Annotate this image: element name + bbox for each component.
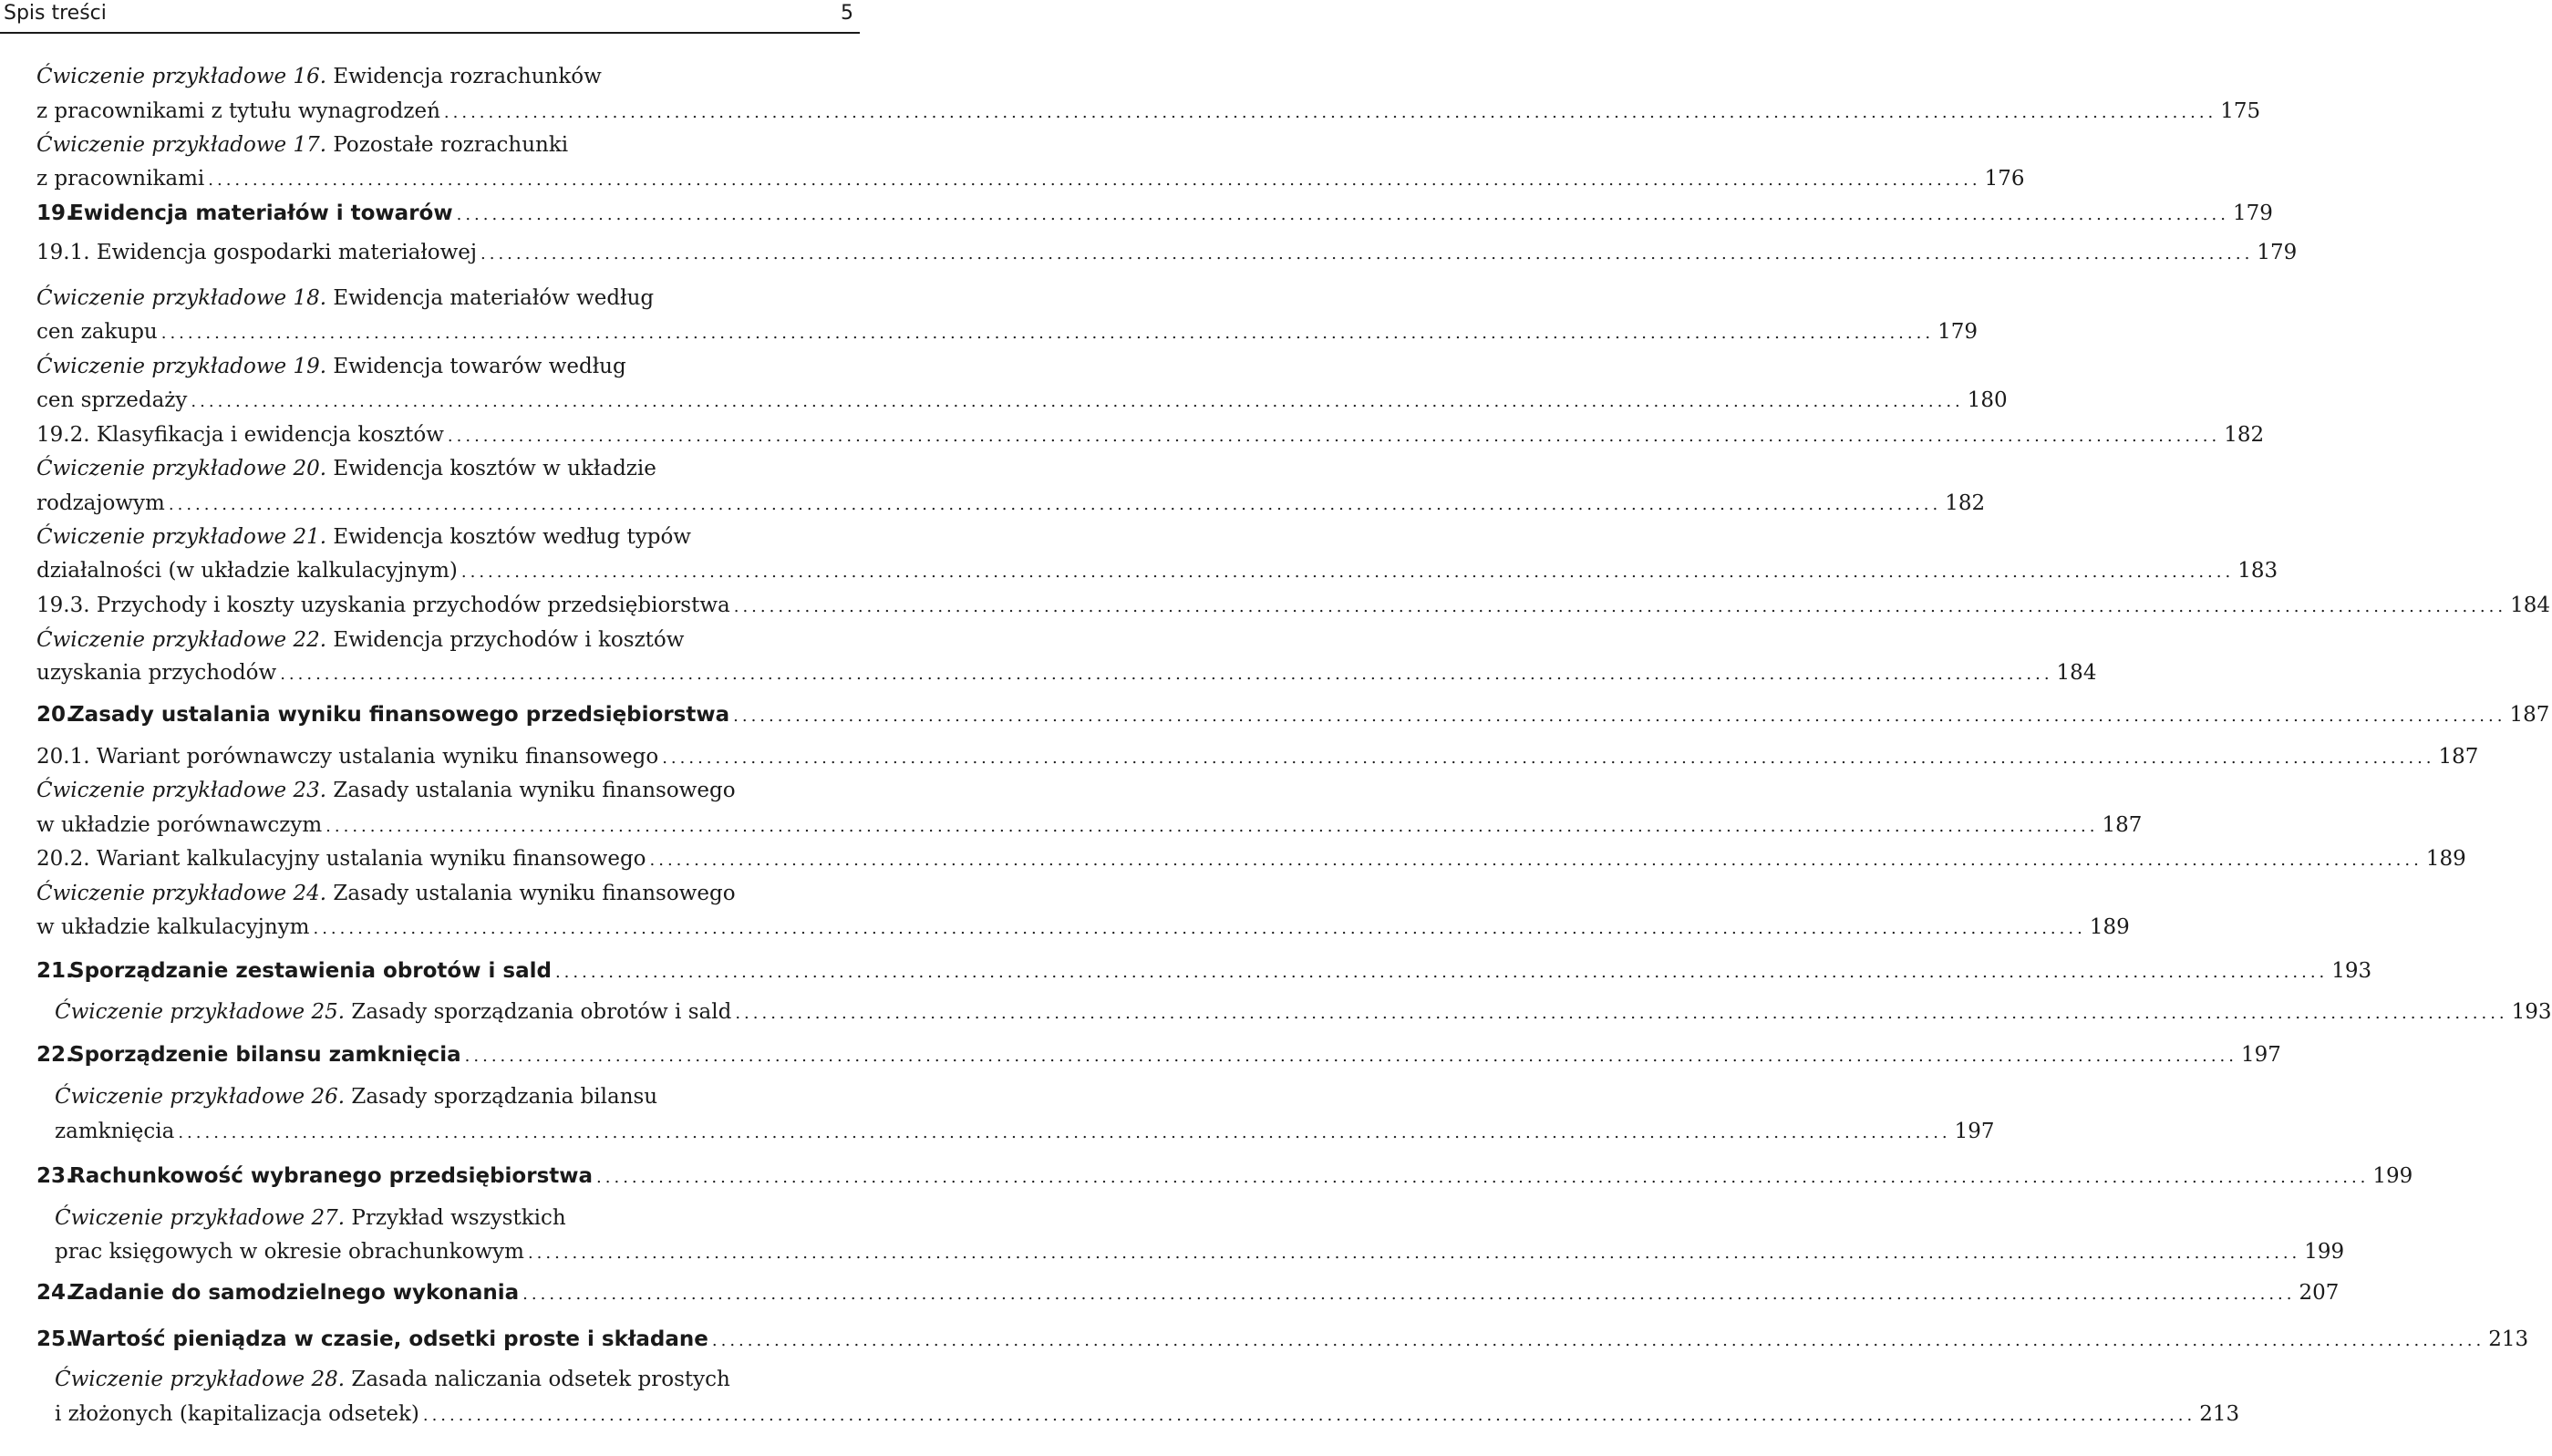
leader-dots: ........................................................................................................................................................................................................ [735,1004,2508,1023]
toc-exercise-continuation[interactable] [36,384,2008,417]
toc-page-number: 183 [2237,559,2278,583]
leader-dots: ........................................................................................................................................................................................................ [178,1123,1951,1142]
leader-dots: ........................................................................................................................................................................................................ [480,244,2254,263]
running-head-title: Spis treści [4,2,107,25]
leader-dots: ........................................................................................................................................................................................................ [325,817,2099,836]
toc-page-number: 187 [2102,813,2143,837]
exercise-continuation: w układzie kalkulacyjnym [36,915,310,939]
chapter-title: Ewidencja materiałów i towarów [69,201,453,225]
exercise-continuation: rodzajowym [36,491,165,515]
toc-exercise[interactable] [36,350,841,383]
leader-dots: ........................................................................................................................................................................................................ [191,392,1964,411]
leader-dots: ........................................................................................................................................................................................................ [168,495,1942,514]
toc-exercise-continuation[interactable] [55,1235,2345,1268]
toc-page-number: 207 [2299,1281,2340,1305]
toc-page-number: 179 [2232,201,2273,225]
section-number: 19.3. [36,594,90,617]
chapter-title: Rachunkowość wybranego przedsiębiorstwa [69,1164,594,1188]
leader-dots: ........................................................................................................................................................................................................ [460,563,2235,582]
section-number: 19.1. [36,241,90,264]
toc-page-number: 180 [1967,388,2008,412]
toc-page-number: 182 [2224,423,2265,447]
toc-section[interactable] [36,418,2265,451]
section-number: 19.2. [36,423,90,447]
leader-dots: ........................................................................................................................................................................................................ [554,963,2329,982]
section-text: Wariant kalkulacyjny ustalania wyniku finansowego [96,847,646,871]
toc-chapter[interactable] [36,197,2273,230]
toc-exercise-continuation[interactable] [55,1398,2240,1430]
leader-dots: ........................................................................................................................................................................................................ [733,707,2506,726]
exercise-title [55,1363,730,1396]
toc-exercise-continuation[interactable] [36,656,2097,689]
toc-page-number: 184 [2510,594,2550,617]
toc-exercise[interactable] [55,996,2552,1028]
exercise-label: Ćwiczenie przykładowe 24. [36,882,327,905]
exercise-continuation: uzyskania przychodów [36,661,277,685]
exercise-title [36,60,602,93]
toc-page-number: 179 [2257,241,2298,264]
toc-chapter[interactable] [36,698,2550,731]
toc-exercise[interactable] [36,521,841,553]
exercise-label: Ćwiczenie przykładowe 16. [36,65,327,88]
section-number: 20.1. [36,745,90,769]
chapter-number: 19. [36,201,74,225]
toc-exercise-continuation[interactable] [36,95,2261,128]
toc-exercise[interactable] [36,774,841,807]
exercise-continuation: z pracownikami [36,167,205,191]
toc-exercise-continuation[interactable] [36,315,1978,348]
exercise-title [36,624,684,656]
exercise-label: Ćwiczenie przykładowe 21. [36,525,327,549]
leader-dots: ........................................................................................................................................................................................................ [443,103,2217,122]
exercise-label: Ćwiczenie przykładowe 23. [36,779,327,802]
exercise-continuation: cen sprzedaży [36,388,188,412]
toc-exercise[interactable] [36,60,841,93]
section-text: Przychody i koszty uzyskania przychodów przedsiębiorstwa [96,594,730,617]
leader-dots: ........................................................................................................................................................................................................ [464,1047,2237,1066]
exercise-title [55,1080,657,1113]
exercise-text: Przykład wszystkich [351,1206,566,1230]
section-title [36,418,444,451]
exercise-label: Ćwiczenie przykładowe 18. [36,286,327,310]
exercise-continuation: cen zakupu [36,320,158,344]
toc-page-number: 193 [2331,959,2372,983]
section-title [36,589,730,622]
exercise-text: Ewidencja kosztów w układzie [333,457,656,480]
toc-chapter[interactable] [36,1323,2529,1356]
chapter-number: 22. [36,1043,74,1067]
toc-page-number: 193 [2511,1000,2552,1024]
exercise-label: Ćwiczenie przykładowe 26. [55,1085,346,1109]
toc-exercise[interactable] [36,282,841,315]
toc-exercise[interactable] [55,1363,841,1396]
chapter-title: Sporządzenie bilansu zamknięcia [69,1043,461,1067]
exercise-text: Pozostałe rozrachunki [333,133,569,157]
toc-section[interactable] [36,236,2298,269]
toc-exercise[interactable] [36,877,841,910]
leader-dots: ........................................................................................................................................................................................................ [733,597,2507,616]
exercise-continuation: i złożonych (kapitalizacja odsetek) [55,1402,419,1426]
exercise-text: Ewidencja towarów według [333,355,626,378]
leader-dots: ........................................................................................................................................................................................................ [527,1244,2301,1263]
exercise-title [36,452,656,485]
toc-page-number: 189 [2089,915,2130,939]
exercise-label: Ćwiczenie przykładowe 25. [55,1000,346,1024]
exercise-continuation: działalności (w układzie kalkulacyjnym) [36,559,458,583]
exercise-text: Zasady sporządzania obrotów i sald [351,1000,732,1024]
chapter-title: Sporządzanie zestawienia obrotów i sald [69,959,552,983]
exercise-title [36,877,736,910]
leader-dots: ........................................................................................................................................................................................................ [662,749,2435,768]
section-text: Ewidencja gospodarki materiałowej [96,241,478,264]
page-number: 5 [841,2,853,25]
leader-dots: ........................................................................................................................................................................................................ [208,170,1981,190]
chapter-number: 25. [36,1327,74,1351]
toc-exercise[interactable] [36,452,841,485]
exercise-text: Ewidencja rozrachunków [333,65,602,88]
toc-page-number: 182 [1945,491,1986,515]
toc-page-number: 197 [1954,1120,1995,1143]
toc-exercise[interactable] [55,1202,841,1234]
toc-page-number: 199 [2372,1164,2413,1188]
section-title [36,740,658,773]
toc-section[interactable] [36,842,2466,875]
leader-dots: ........................................................................................................................................................................................................ [596,1168,2370,1187]
exercise-continuation: w układzie porównawczym [36,813,323,837]
exercise-text: Ewidencja kosztów według typów [333,525,691,549]
exercise-title [36,521,691,553]
exercise-continuation: zamknięcia [55,1120,175,1143]
toc-chapter[interactable] [36,1276,2340,1309]
toc-page-number: 199 [2304,1240,2345,1264]
exercise-text: Zasady sporządzania bilansu [351,1085,658,1109]
section-text: Klasyfikacja i ewidencja kosztów [96,423,444,447]
leader-dots: ........................................................................................................................................................................................................ [649,851,2423,870]
toc-exercise-continuation[interactable] [36,487,1986,520]
leader-dots: ........................................................................................................................................................................................................ [711,1331,2485,1350]
exercise-title [36,774,736,807]
exercise-text: Ewidencja materiałów według [333,286,655,310]
toc-exercise-continuation[interactable] [36,554,2278,587]
exercise-label: Ćwiczenie przykładowe 19. [36,355,327,378]
exercise-text: Zasady ustalania wyniku finansowego [333,882,736,905]
chapter-title: Zadanie do samodzielnego wykonania [69,1281,520,1305]
exercise-label: Ćwiczenie przykładowe 22. [36,628,327,652]
exercise-label: Ćwiczenie przykładowe 17. [36,133,327,157]
toc-exercise[interactable] [36,624,841,656]
toc-chapter[interactable] [36,1160,2413,1193]
leader-dots: ........................................................................................................................................................................................................ [522,1285,2296,1304]
toc-exercise-continuation[interactable] [36,809,2143,842]
section-number: 20.2. [36,847,90,871]
toc-exercise-continuation[interactable] [36,911,2130,944]
chapter-number: 21. [36,959,74,983]
exercise-title [36,282,654,315]
exercise-title [55,1202,566,1234]
exercise-title [36,129,568,161]
toc-page-number: 184 [2056,661,2097,685]
toc-page-number: 213 [2488,1327,2529,1351]
exercise-label: Ćwiczenie przykładowe 27. [55,1206,346,1230]
chapter-title: Wartość pieniądza w czasie, odsetki proste i składane [69,1327,708,1351]
toc-exercise[interactable] [55,1080,841,1113]
leader-dots: ........................................................................................................................................................................................................ [313,919,2086,938]
toc-page-number: 213 [2199,1402,2240,1426]
toc-page-number: 197 [2241,1043,2281,1067]
toc-section[interactable] [36,740,2479,773]
leader-dots: ........................................................................................................................................................................................................ [456,205,2229,224]
exercise-title [55,996,731,1028]
chapter-number: 20. [36,703,74,727]
toc-page-number: 189 [2425,847,2466,871]
exercise-text: Zasady ustalania wyniku finansowego [333,779,736,802]
section-text: Wariant porównawczy ustalania wyniku finansowego [96,745,659,769]
exercise-continuation: z pracownikami z tytułu wynagrodzeń [36,99,440,123]
exercise-text: Zasada naliczania odsetek prostych [351,1368,730,1391]
chapter-title: Zasady ustalania wyniku finansowego przedsiębiorstwa [69,703,730,727]
leader-dots: ........................................................................................................................................................................................................ [447,427,2221,446]
section-title [36,236,477,269]
toc-exercise-continuation[interactable] [55,1115,1995,1148]
section-title [36,842,646,875]
toc-chapter[interactable] [36,955,2372,987]
exercise-label: Ćwiczenie przykładowe 20. [36,457,327,480]
toc-page-number: 176 [1984,167,2025,191]
toc-page-number: 187 [2509,703,2550,727]
toc-page-number: 187 [2438,745,2479,769]
leader-dots: ........................................................................................................................................................................................................ [160,324,1935,343]
leader-dots: ........................................................................................................................................................................................................ [280,665,2053,684]
toc-section[interactable] [36,589,2550,622]
exercise-title [36,350,626,383]
exercise-text: Ewidencja przychodów i kosztów [333,628,685,652]
toc-page-number: 175 [2220,99,2261,123]
toc-page-number: 179 [1937,320,1978,344]
exercise-label: Ćwiczenie przykładowe 28. [55,1368,346,1391]
leader-dots: ........................................................................................................................................................................................................ [422,1406,2196,1425]
chapter-number: 23. [36,1164,74,1188]
toc-chapter[interactable] [36,1038,2281,1071]
chapter-number: 24. [36,1281,74,1305]
exercise-continuation: prac księgowych w okresie obrachunkowym [55,1240,524,1264]
toc-exercise[interactable] [36,129,841,161]
toc-exercise-continuation[interactable] [36,162,2025,195]
